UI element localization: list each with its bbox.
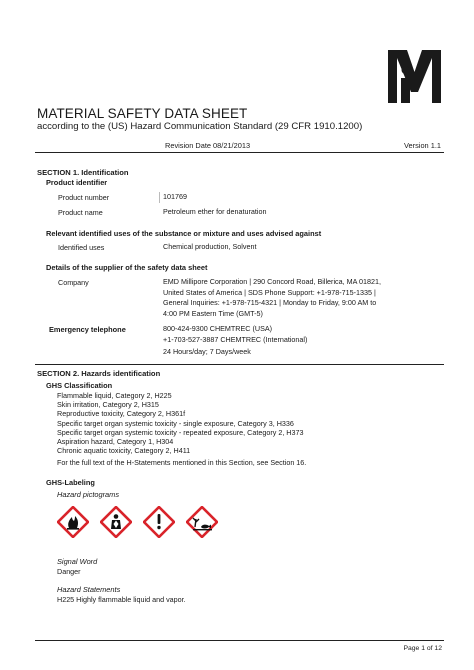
supplier-heading: Details of the supplier of the safety data sheet xyxy=(46,263,208,272)
company-line: General Inquiries: +1-978-715-4321 | Monday to Friday, 9:00 AM to xyxy=(163,298,377,308)
divider xyxy=(35,152,444,153)
company-line: 4:00 PM Eastern Time (GMT-5) xyxy=(163,308,263,318)
document-title: MATERIAL SAFETY DATA SHEET xyxy=(37,106,248,121)
identified-uses-value: Chemical production, Solvent xyxy=(163,242,257,251)
health-hazard-icon xyxy=(100,506,132,538)
ghs-labeling-heading: GHS-Labeling xyxy=(46,478,95,487)
environment-icon xyxy=(186,506,218,538)
product-name-label: Product name xyxy=(58,208,103,217)
product-name-value: Petroleum ether for denaturation xyxy=(163,207,267,216)
product-identifier-heading: Product identifier xyxy=(46,178,108,187)
emergency-line: 24 Hours/day; 7 Days/week xyxy=(163,347,251,357)
hazard-item: Chronic aquatic toxicity, Category 2, H411 xyxy=(57,446,191,456)
divider xyxy=(35,640,444,641)
signal-word-value: Danger xyxy=(57,567,81,576)
company-details xyxy=(163,277,381,319)
signal-word-label: Signal Word xyxy=(57,557,98,566)
version: Version 1.1 xyxy=(404,141,441,150)
hazard-item: Aspiration hazard, Category 1, H304 xyxy=(57,437,174,447)
merck-logo xyxy=(388,50,441,103)
company-line: United States of America | SDS Phone Support: +1-978-715-1335 | xyxy=(163,287,376,297)
company-label: Company xyxy=(58,278,89,287)
identified-uses-label: Identified uses xyxy=(58,243,105,252)
product-number-value: 101769 xyxy=(163,192,187,201)
divider xyxy=(159,192,160,203)
hazard-item: Reproductive toxicity, Category 2, H361f xyxy=(57,409,186,419)
ghs-classification-heading: GHS Classification xyxy=(46,381,113,390)
emergency-details xyxy=(163,324,307,358)
company-line: EMD Millipore Corporation | 290 Concord Road, Billerica, MA 01821, xyxy=(163,277,381,286)
section2-heading: SECTION 2. Hazards identification xyxy=(37,369,161,378)
document-subtitle: according to the (US) Hazard Communication Standard (29 CFR 1910.1200) xyxy=(37,121,363,132)
page-number: Page 1 of 12 xyxy=(403,645,442,652)
divider xyxy=(35,364,444,365)
hazard-statement: H225 Highly flammable liquid and vapor. xyxy=(57,595,186,604)
emergency-line: +1-703-527-3887 CHEMTREC (International) xyxy=(163,334,308,344)
emergency-telephone-label: Emergency telephone xyxy=(49,325,126,334)
hazard-item: Skin irritation, Category 2, H315 xyxy=(57,400,159,410)
hazard-statements-label: Hazard Statements xyxy=(57,585,121,594)
hazard-list xyxy=(57,391,306,468)
hazard-item: Specific target organ systemic toxicity - single exposure, Category 3, H336 xyxy=(57,418,294,428)
hazard-item: Specific target organ systemic toxicity - repeated exposure, Category 2, H373 xyxy=(57,427,304,437)
hazard-item: Flammable liquid, Category 2, H225 xyxy=(57,391,172,400)
flame-icon xyxy=(57,506,89,538)
revision-date: Revision Date 08/21/2013 xyxy=(165,141,251,150)
emergency-line: 800-424-9300 CHEMTREC (USA) xyxy=(163,324,273,333)
hazard-note: For the full text of the H-Statements mentioned in this Section, see Section 16. xyxy=(57,458,307,468)
exclamation-icon xyxy=(143,506,175,538)
hazard-pictograms-label: Hazard pictograms xyxy=(57,490,120,499)
section1-heading: SECTION 1. Identification xyxy=(37,168,129,177)
relevant-uses-heading: Relevant identified uses of the substance or mixture and uses advised against xyxy=(46,229,322,238)
product-number-label: Product number xyxy=(58,193,110,202)
